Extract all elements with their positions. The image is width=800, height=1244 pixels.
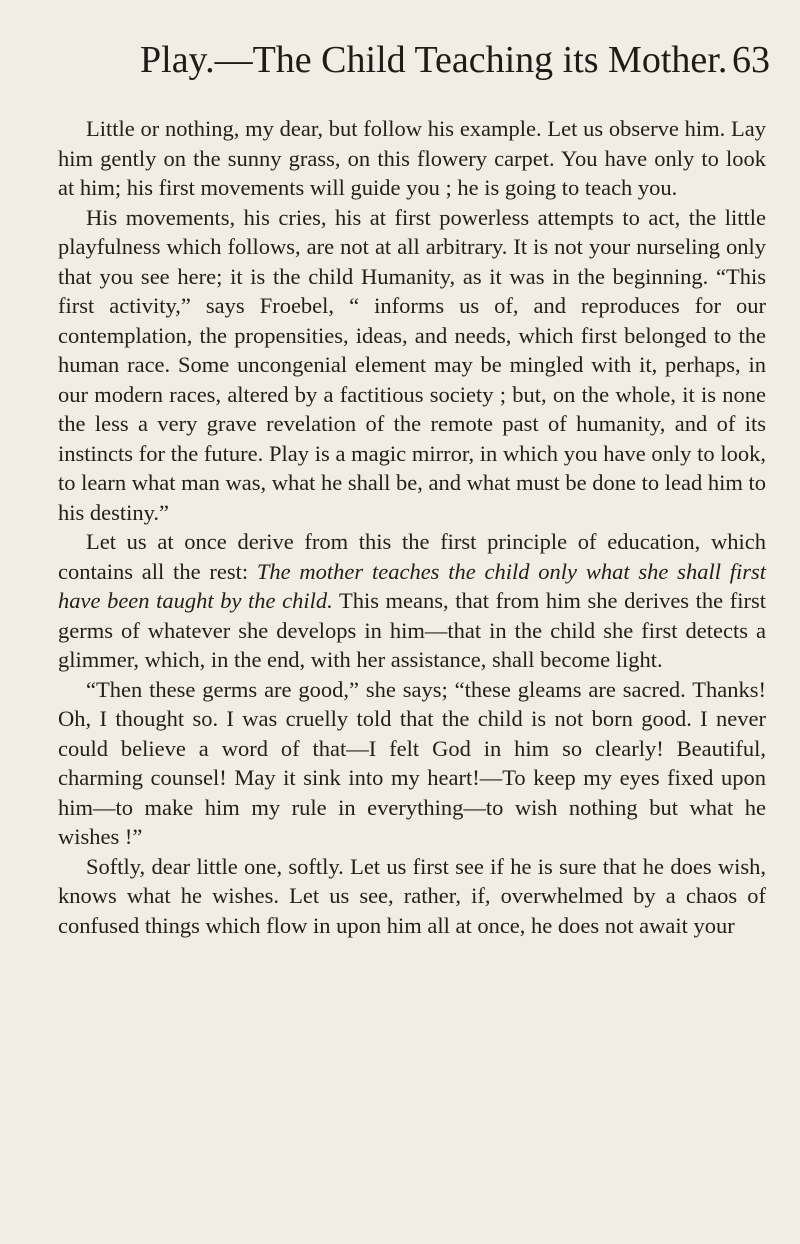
running-head [140,30,770,90]
paragraph-4: “Then these germs are good,” she says; “these gleams are sacred. Thanks! Oh, I thought so. I was cruelly told that the child is not born good. I never could believe a word of that—I felt God in him so clearly! Beautiful, charming counsel! May it sink into my heart!—To keep my eyes fixed upon him—to make him my rule in everything—to wish nothing but what he wishes !” [58,676,766,849]
paragraph-3 [58,527,766,675]
paragraph-3-rest: This means, that from him she derives the first germs of whatever she develops in him—that in the child she first detects a glimmer, which, in the end, with her assistance, shall become light. [58,588,766,672]
page-number: 63 [732,39,770,81]
paragraph-1: Little or nothing, my dear, but follow his example. Let us observe him. Lay him gently on the sunny grass, on this flowery carpet. You have only to look at him; his first movements will guide you ; he is going to teach you. [58,116,766,200]
paragraph-5: Softly, dear little one, softly. Let us first see if he is sure that he does wish, knows what he wishes. Let us see, rather, if, overwhelmed by a chaos of confused things which flow in upon him all at once, he does not await your [58,853,766,938]
paragraph-3-lead: Let us at once derive from this the first principle of education, which contains all the rest: [58,529,766,584]
chapter-title: Play.—The Child Teaching its Mother. [140,39,728,81]
paragraph-2: His movements, his cries, his at first powerless attempts to act, the little playfulness which follows, are not at all arbitrary. It is not your nurseling only that you see here; it is the child Humanity, as it was in the beginning. “This first activity,” says Froebel, “ informs us of, and reproduces for our contemplation, the propensities, ideas, and needs, which first belonged to the human race. Some uncongenial element may be mingled with it, perhaps, in our modern races, altered by a factitious society ; but, on the whole, it is none the less a very grave revelation of the remote past of humanity, and of its instincts for the future. Play is a magic mirror, in which you have only to look, to learn what man was, what he shall be, and what must be done to lead him to his destiny.” [58,204,766,525]
principle-italic: The mother teaches the child only what she shall first have been taught by the child. [58,558,767,613]
body-text [58,114,766,940]
